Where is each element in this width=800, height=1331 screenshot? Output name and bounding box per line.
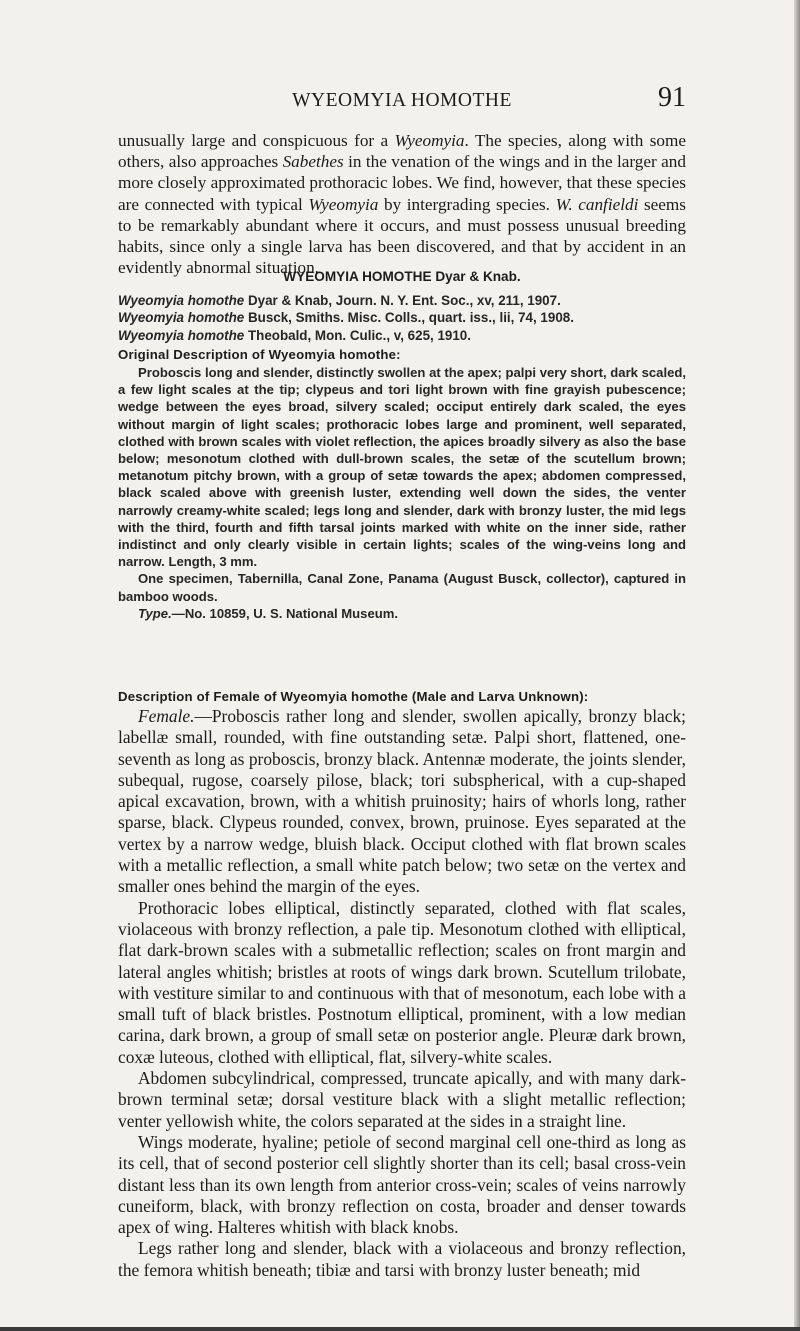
female-paragraph-thorax: Prothoracic lobes elliptical, distinctly separated, clothed with flat scales, violaceous with bronzy reflection, a pale tip. Mesonotum clothed with elliptical, flat dark-brown scales with a submetallic reflection; scales on front margin and lateral angles whitish; bristles at roots of wings dark brown. Scutellum trilobate, with vestiture similar to and continuous with that of mesonotum, each lobe with a small tuft of black bristles. Postnotum elliptical, prominent, with a low median carina, dark brown, a group of small setæ on posterior angle. Pleuræ dark brown, coxæ luteous, clothed with elliptical, flat, silvery-white scales. (118, 897, 686, 1067)
intro-text: seems to be remarkably abundant where it occurs, and must possess unusual breeding habits, since only a single larva has been discovered, and that by accident in an evidently abnormal situation. (118, 194, 686, 278)
intro-text: in the venation of the wings and in the larger and more closely approximated prothoracic lobes. We find, however, that these species are connected with typical (118, 152, 686, 214)
intro-paragraph (118, 130, 686, 278)
species-heading: WYEOMYIA HOMOTHE Dyar & Knab. (283, 269, 521, 284)
specimen-text: One specimen, Tabernilla, Canal Zone, Panama (August Busck, collector), captured in bamboo woods. (118, 571, 686, 604)
female-paragraph-wings: Wings moderate, hyaline; petiole of second marginal cell one-third as long as its cell, that of second posterior cell slightly shorter than its cell; basal cross-vein distant less than its own length from anterior cross-vein; scales of veins narrowly cuneiform, black, with bronzy reflection on costa, broader and denser towards apex of wing. Halteres whitish with black knobs. (118, 1131, 686, 1238)
original-description-text: Proboscis long and slender, distinctly swollen at the apex; palpi very short, dark scaled, a few light scales at the tip; clypeus and tori light brown with fine grayish pubescence; wedge between the eyes broad, silvery scaled; occiput entirely dark scaled, the eyes without margin of light scales; prothoracic lobes large and prominent, well separated, clothed with brown scales with violet reflection, the apices broadly silvery as also the base below; mesonotum clothed with dull-brown scales, the setæ of the scutellum brown; metanotum pitchy brown, with a group of setæ towards the apex; abdomen compressed, black scaled above with greenish luster, extending well down the sides, the venter narrowly creamy-white scaled; legs long and slender, dark with bronzy luster, the mid legs with the third, fourth and fifth tarsal joints marked with white on the inner side, rather indistinct and only clearly visible in certain lights; scales of the wing-veins long and narrow. Length, 3 mm. (118, 365, 686, 570)
synonymy-entry: Wyeomyia homothe Theobald, Mon. Culic., v, 625, 1910. (118, 327, 471, 343)
synonymy-entry: Wyeomyia homothe Busck, Smiths. Misc. Colls., quart. iss., lii, 74, 1908. (118, 310, 574, 326)
synonymy-entry: Wyeomyia homothe Dyar & Knab, Journ. N. Y. Ent. Soc., xv, 211, 1907. (118, 293, 561, 308)
female-paragraph-abdomen: Abdomen subcylindrical, compressed, truncate apically, and with many dark-brown terminal setæ; dorsal vestiture black with a slight metallic reflection; venter yellowish white, the colors separated at the sides in a straight line. (118, 1068, 686, 1131)
female-paragraph-head: Female.—Proboscis rather long and slender, swollen apically, bronzy black; labellæ small, rounded, with fine outstanding setæ. Palpi short, flattened, one-seventh as long as proboscis, bronzy black. Antennæ moderate, the joints slender, subequal, rugose, coarsely pilose, black; tori subspherical, with a cup-shaped apical excavation, brown, with a whitish pruinosity; hairs of whorls long, rather sparse, black. Clypeus rounded, convex, brown, pruinose. Eyes separated at the vertex by a narrow wedge, bluish black. Occiput clothed with flat brown scales with a metallic reflection, a small white patch below; two setæ on the vertex and smaller ones behind the margin of the eyes. (118, 706, 686, 897)
intro-text: by intergrading species. (378, 194, 556, 214)
type-line: Type.—No. 10859, U. S. National Museum. (138, 605, 399, 621)
original-description (118, 364, 686, 622)
original-description-heading: Original Description of Wyeomyia homothe: (118, 347, 401, 362)
genus-name: Sabethes (282, 152, 344, 172)
running-head: WYEOMYIA HOMOTHE (292, 90, 512, 111)
female-description-heading: Description of Female of Wyeomyia homothe (Male and Larva Unknown): (118, 689, 589, 704)
genus-name: Wyeomyia (394, 131, 465, 150)
page-bottom-edge (0, 1327, 800, 1331)
synonymy-list (118, 292, 686, 344)
genus-name: Wyeomyia (308, 194, 379, 214)
page-edge-shadow (794, 0, 800, 1331)
page-number: 91 (658, 82, 686, 113)
intro-text: . The species, along with some others, also approaches (118, 131, 686, 172)
species-name: W. canfieldi (555, 194, 639, 214)
female-description (118, 706, 686, 1281)
intro-text: unusually large and conspicuous for a (118, 131, 395, 150)
page-header (118, 84, 686, 120)
female-paragraph-legs: Legs rather long and slender, black with a violaceous and bronzy reflection, the femora whitish beneath; tibiæ and tarsi with bronzy luster beneath; mid (118, 1238, 686, 1280)
